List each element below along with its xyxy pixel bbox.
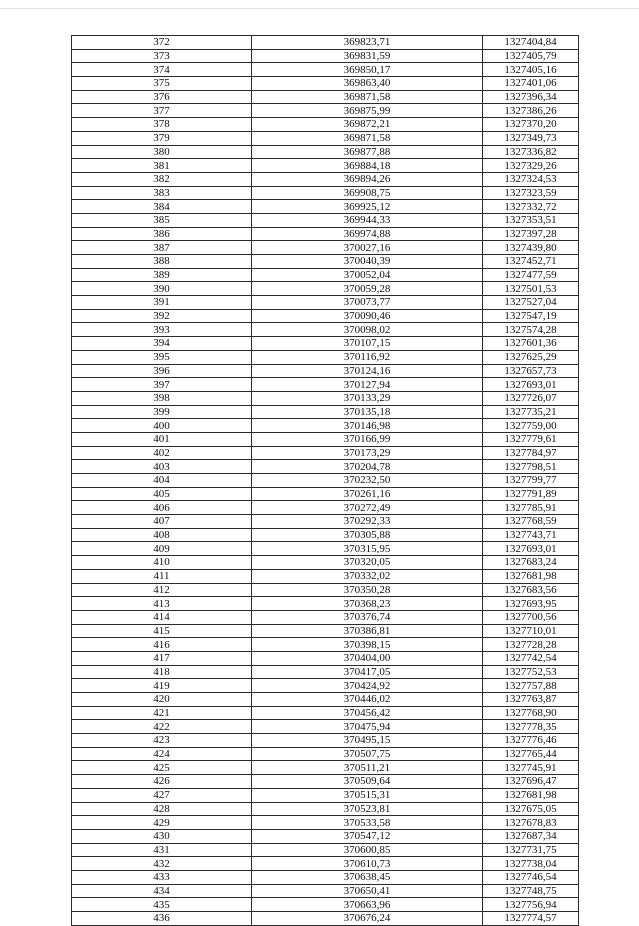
x-coordinate-cell: 369871,58 — [252, 131, 483, 145]
y-coordinate-cell: 1327574,28 — [483, 323, 579, 337]
point-number-cell: 400 — [72, 419, 252, 433]
coordinates-table — [71, 35, 579, 926]
point-number-cell: 384 — [72, 200, 252, 214]
table-row — [72, 405, 579, 419]
x-coordinate-cell: 370368,23 — [252, 597, 483, 611]
table-row — [72, 857, 579, 871]
y-coordinate-cell: 1327332,72 — [483, 200, 579, 214]
table-row — [72, 364, 579, 378]
x-coordinate-cell: 370456,42 — [252, 706, 483, 720]
y-coordinate-cell: 1327353,51 — [483, 213, 579, 227]
x-coordinate-cell: 370507,75 — [252, 747, 483, 761]
y-coordinate-cell: 1327746,54 — [483, 870, 579, 884]
y-coordinate-cell: 1327785,91 — [483, 501, 579, 515]
x-coordinate-cell: 369894,26 — [252, 172, 483, 186]
table-row — [72, 460, 579, 474]
table-row — [72, 145, 579, 159]
y-coordinate-cell: 1327757,88 — [483, 679, 579, 693]
point-number-cell: 405 — [72, 487, 252, 501]
point-number-cell: 425 — [72, 761, 252, 775]
table-row — [72, 542, 579, 556]
y-coordinate-cell: 1327401,06 — [483, 77, 579, 91]
point-number-cell: 404 — [72, 474, 252, 488]
x-coordinate-cell: 370133,29 — [252, 391, 483, 405]
x-coordinate-cell: 370511,21 — [252, 761, 483, 775]
table-row — [72, 255, 579, 269]
y-coordinate-cell: 1327397,28 — [483, 227, 579, 241]
table-row — [72, 501, 579, 515]
y-coordinate-cell: 1327752,53 — [483, 665, 579, 679]
table-row — [72, 200, 579, 214]
point-number-cell: 377 — [72, 104, 252, 118]
x-coordinate-cell: 370600,85 — [252, 843, 483, 857]
point-number-cell: 372 — [72, 36, 252, 50]
x-coordinate-cell: 370073,77 — [252, 296, 483, 310]
x-coordinate-cell: 370676,24 — [252, 912, 483, 926]
x-coordinate-cell: 370404,00 — [252, 651, 483, 665]
x-coordinate-cell: 370475,94 — [252, 720, 483, 734]
table-row — [72, 213, 579, 227]
y-coordinate-cell: 1327784,97 — [483, 446, 579, 460]
point-number-cell: 422 — [72, 720, 252, 734]
point-number-cell: 374 — [72, 63, 252, 77]
table-row — [72, 706, 579, 720]
x-coordinate-cell: 370650,41 — [252, 884, 483, 898]
y-coordinate-cell: 1327765,44 — [483, 747, 579, 761]
table-row — [72, 268, 579, 282]
x-coordinate-cell: 369974,88 — [252, 227, 483, 241]
table-row — [72, 761, 579, 775]
point-number-cell: 376 — [72, 90, 252, 104]
point-number-cell: 383 — [72, 186, 252, 200]
y-coordinate-cell: 1327731,75 — [483, 843, 579, 857]
table-row — [72, 870, 579, 884]
x-coordinate-cell: 370292,33 — [252, 515, 483, 529]
point-number-cell: 386 — [72, 227, 252, 241]
x-coordinate-cell: 370417,05 — [252, 665, 483, 679]
x-coordinate-cell: 369831,59 — [252, 49, 483, 63]
y-coordinate-cell: 1327728,28 — [483, 638, 579, 652]
point-number-cell: 380 — [72, 145, 252, 159]
point-number-cell: 402 — [72, 446, 252, 460]
table-row — [72, 775, 579, 789]
table-row — [72, 788, 579, 802]
y-coordinate-cell: 1327759,00 — [483, 419, 579, 433]
table-row — [72, 610, 579, 624]
x-coordinate-cell: 369823,71 — [252, 36, 483, 50]
x-coordinate-cell: 370040,39 — [252, 255, 483, 269]
x-coordinate-cell: 370059,28 — [252, 282, 483, 296]
point-number-cell: 412 — [72, 583, 252, 597]
point-number-cell: 416 — [72, 638, 252, 652]
table-row — [72, 186, 579, 200]
x-coordinate-cell: 369875,99 — [252, 104, 483, 118]
y-coordinate-cell: 1327756,94 — [483, 898, 579, 912]
x-coordinate-cell: 370261,16 — [252, 487, 483, 501]
x-coordinate-cell: 369850,17 — [252, 63, 483, 77]
y-coordinate-cell: 1327323,59 — [483, 186, 579, 200]
y-coordinate-cell: 1327774,57 — [483, 912, 579, 926]
table-row — [72, 487, 579, 501]
y-coordinate-cell: 1327776,46 — [483, 734, 579, 748]
y-coordinate-cell: 1327763,87 — [483, 693, 579, 707]
x-coordinate-cell: 370495,15 — [252, 734, 483, 748]
table-row — [72, 884, 579, 898]
point-number-cell: 423 — [72, 734, 252, 748]
point-number-cell: 381 — [72, 159, 252, 173]
y-coordinate-cell: 1327693,01 — [483, 542, 579, 556]
x-coordinate-cell: 370135,18 — [252, 405, 483, 419]
x-coordinate-cell: 369944,33 — [252, 213, 483, 227]
point-number-cell: 421 — [72, 706, 252, 720]
table-row — [72, 90, 579, 104]
table-row — [72, 227, 579, 241]
point-number-cell: 435 — [72, 898, 252, 912]
y-coordinate-cell: 1327710,01 — [483, 624, 579, 638]
x-coordinate-cell: 370146,98 — [252, 419, 483, 433]
y-coordinate-cell: 1327748,75 — [483, 884, 579, 898]
y-coordinate-cell: 1327477,59 — [483, 268, 579, 282]
table-row — [72, 638, 579, 652]
point-number-cell: 428 — [72, 802, 252, 816]
table-row — [72, 131, 579, 145]
x-coordinate-cell: 370166,99 — [252, 432, 483, 446]
point-number-cell: 431 — [72, 843, 252, 857]
x-coordinate-cell: 369871,58 — [252, 90, 483, 104]
y-coordinate-cell: 1327547,19 — [483, 309, 579, 323]
table-row — [72, 912, 579, 926]
coordinates-table-body — [72, 36, 579, 926]
y-coordinate-cell: 1327657,73 — [483, 364, 579, 378]
point-number-cell: 392 — [72, 309, 252, 323]
x-coordinate-cell: 370376,74 — [252, 610, 483, 624]
x-coordinate-cell: 370332,02 — [252, 569, 483, 583]
y-coordinate-cell: 1327625,29 — [483, 350, 579, 364]
y-coordinate-cell: 1327791,89 — [483, 487, 579, 501]
y-coordinate-cell: 1327527,04 — [483, 296, 579, 310]
point-number-cell: 389 — [72, 268, 252, 282]
y-coordinate-cell: 1327696,47 — [483, 775, 579, 789]
x-coordinate-cell: 370533,58 — [252, 816, 483, 830]
point-number-cell: 413 — [72, 597, 252, 611]
point-number-cell: 385 — [72, 213, 252, 227]
point-number-cell: 373 — [72, 49, 252, 63]
x-coordinate-cell: 369925,12 — [252, 200, 483, 214]
y-coordinate-cell: 1327738,04 — [483, 857, 579, 871]
x-coordinate-cell: 370232,50 — [252, 474, 483, 488]
table-row — [72, 36, 579, 50]
x-coordinate-cell: 369872,21 — [252, 118, 483, 132]
x-coordinate-cell: 370090,46 — [252, 309, 483, 323]
table-row — [72, 309, 579, 323]
x-coordinate-cell: 369877,88 — [252, 145, 483, 159]
table-row — [72, 597, 579, 611]
point-number-cell: 397 — [72, 378, 252, 392]
y-coordinate-cell: 1327396,34 — [483, 90, 579, 104]
x-coordinate-cell: 370116,92 — [252, 350, 483, 364]
point-number-cell: 436 — [72, 912, 252, 926]
x-coordinate-cell: 370098,02 — [252, 323, 483, 337]
point-number-cell: 415 — [72, 624, 252, 638]
table-row — [72, 446, 579, 460]
point-number-cell: 426 — [72, 775, 252, 789]
point-number-cell: 387 — [72, 241, 252, 255]
y-coordinate-cell: 1327404,84 — [483, 36, 579, 50]
y-coordinate-cell: 1327683,56 — [483, 583, 579, 597]
table-row — [72, 515, 579, 529]
y-coordinate-cell: 1327405,79 — [483, 49, 579, 63]
table-row — [72, 734, 579, 748]
table-row — [72, 337, 579, 351]
y-coordinate-cell: 1327329,26 — [483, 159, 579, 173]
point-number-cell: 409 — [72, 542, 252, 556]
table-row — [72, 49, 579, 63]
y-coordinate-cell: 1327439,80 — [483, 241, 579, 255]
point-number-cell: 414 — [72, 610, 252, 624]
y-coordinate-cell: 1327386,26 — [483, 104, 579, 118]
table-row — [72, 350, 579, 364]
point-number-cell: 394 — [72, 337, 252, 351]
point-number-cell: 401 — [72, 432, 252, 446]
y-coordinate-cell: 1327735,21 — [483, 405, 579, 419]
point-number-cell: 388 — [72, 255, 252, 269]
point-number-cell: 429 — [72, 816, 252, 830]
table-row — [72, 378, 579, 392]
point-number-cell: 378 — [72, 118, 252, 132]
table-row — [72, 679, 579, 693]
table-row — [72, 583, 579, 597]
y-coordinate-cell: 1327693,01 — [483, 378, 579, 392]
x-coordinate-cell: 370446,02 — [252, 693, 483, 707]
point-number-cell: 406 — [72, 501, 252, 515]
point-number-cell: 433 — [72, 870, 252, 884]
table-row — [72, 829, 579, 843]
x-coordinate-cell: 370547,12 — [252, 829, 483, 843]
y-coordinate-cell: 1327678,83 — [483, 816, 579, 830]
y-coordinate-cell: 1327349,73 — [483, 131, 579, 145]
x-coordinate-cell: 370663,96 — [252, 898, 483, 912]
table-row — [72, 528, 579, 542]
x-coordinate-cell: 370386,81 — [252, 624, 483, 638]
y-coordinate-cell: 1327700,56 — [483, 610, 579, 624]
table-row — [72, 665, 579, 679]
x-coordinate-cell: 370204,78 — [252, 460, 483, 474]
y-coordinate-cell: 1327370,20 — [483, 118, 579, 132]
table-row — [72, 172, 579, 186]
x-coordinate-cell: 370515,31 — [252, 788, 483, 802]
x-coordinate-cell: 370107,15 — [252, 337, 483, 351]
point-number-cell: 390 — [72, 282, 252, 296]
table-row — [72, 556, 579, 570]
table-row — [72, 159, 579, 173]
table-row — [72, 720, 579, 734]
y-coordinate-cell: 1327742,54 — [483, 651, 579, 665]
x-coordinate-cell: 370638,45 — [252, 870, 483, 884]
point-number-cell: 399 — [72, 405, 252, 419]
y-coordinate-cell: 1327675,05 — [483, 802, 579, 816]
y-coordinate-cell: 1327693,95 — [483, 597, 579, 611]
table-row — [72, 802, 579, 816]
y-coordinate-cell: 1327405,16 — [483, 63, 579, 77]
point-number-cell: 417 — [72, 651, 252, 665]
x-coordinate-cell: 370320,05 — [252, 556, 483, 570]
table-row — [72, 77, 579, 91]
point-number-cell: 398 — [72, 391, 252, 405]
y-coordinate-cell: 1327601,36 — [483, 337, 579, 351]
table-row — [72, 296, 579, 310]
table-row — [72, 419, 579, 433]
point-number-cell: 393 — [72, 323, 252, 337]
y-coordinate-cell: 1327324,53 — [483, 172, 579, 186]
point-number-cell: 430 — [72, 829, 252, 843]
point-number-cell: 403 — [72, 460, 252, 474]
point-number-cell: 382 — [72, 172, 252, 186]
x-coordinate-cell: 369908,75 — [252, 186, 483, 200]
x-coordinate-cell: 370305,88 — [252, 528, 483, 542]
table-row — [72, 624, 579, 638]
y-coordinate-cell: 1327452,71 — [483, 255, 579, 269]
page-top-rule — [0, 8, 639, 9]
point-number-cell: 427 — [72, 788, 252, 802]
x-coordinate-cell: 370350,28 — [252, 583, 483, 597]
point-number-cell: 408 — [72, 528, 252, 542]
point-number-cell: 379 — [72, 131, 252, 145]
y-coordinate-cell: 1327681,98 — [483, 788, 579, 802]
y-coordinate-cell: 1327779,61 — [483, 432, 579, 446]
x-coordinate-cell: 370610,73 — [252, 857, 483, 871]
table-row — [72, 63, 579, 77]
point-number-cell: 391 — [72, 296, 252, 310]
y-coordinate-cell: 1327687,34 — [483, 829, 579, 843]
point-number-cell: 434 — [72, 884, 252, 898]
table-row — [72, 693, 579, 707]
point-number-cell: 420 — [72, 693, 252, 707]
y-coordinate-cell: 1327778,35 — [483, 720, 579, 734]
table-row — [72, 241, 579, 255]
table-row — [72, 104, 579, 118]
x-coordinate-cell: 370272,49 — [252, 501, 483, 515]
x-coordinate-cell: 369863,40 — [252, 77, 483, 91]
y-coordinate-cell: 1327681,98 — [483, 569, 579, 583]
x-coordinate-cell: 370398,15 — [252, 638, 483, 652]
y-coordinate-cell: 1327726,07 — [483, 391, 579, 405]
table-row — [72, 118, 579, 132]
table-row — [72, 651, 579, 665]
table-row — [72, 432, 579, 446]
x-coordinate-cell: 370127,94 — [252, 378, 483, 392]
x-coordinate-cell: 370052,04 — [252, 268, 483, 282]
y-coordinate-cell: 1327683,24 — [483, 556, 579, 570]
y-coordinate-cell: 1327768,90 — [483, 706, 579, 720]
y-coordinate-cell: 1327799,77 — [483, 474, 579, 488]
point-number-cell: 375 — [72, 77, 252, 91]
y-coordinate-cell: 1327798,51 — [483, 460, 579, 474]
point-number-cell: 411 — [72, 569, 252, 583]
table-row — [72, 391, 579, 405]
y-coordinate-cell: 1327745,91 — [483, 761, 579, 775]
point-number-cell: 407 — [72, 515, 252, 529]
table-row — [72, 569, 579, 583]
x-coordinate-cell: 370173,29 — [252, 446, 483, 460]
y-coordinate-cell: 1327501,53 — [483, 282, 579, 296]
x-coordinate-cell: 370315,95 — [252, 542, 483, 556]
table-row — [72, 474, 579, 488]
y-coordinate-cell: 1327336,82 — [483, 145, 579, 159]
point-number-cell: 424 — [72, 747, 252, 761]
y-coordinate-cell: 1327768,59 — [483, 515, 579, 529]
table-row — [72, 323, 579, 337]
x-coordinate-cell: 370424,92 — [252, 679, 483, 693]
x-coordinate-cell: 370523,81 — [252, 802, 483, 816]
table-row — [72, 282, 579, 296]
table-row — [72, 816, 579, 830]
x-coordinate-cell: 370509,64 — [252, 775, 483, 789]
point-number-cell: 419 — [72, 679, 252, 693]
point-number-cell: 395 — [72, 350, 252, 364]
table-row — [72, 747, 579, 761]
y-coordinate-cell: 1327743,71 — [483, 528, 579, 542]
x-coordinate-cell: 370124,16 — [252, 364, 483, 378]
x-coordinate-cell: 369884,18 — [252, 159, 483, 173]
point-number-cell: 418 — [72, 665, 252, 679]
point-number-cell: 432 — [72, 857, 252, 871]
x-coordinate-cell: 370027,16 — [252, 241, 483, 255]
point-number-cell: 410 — [72, 556, 252, 570]
point-number-cell: 396 — [72, 364, 252, 378]
table-row — [72, 843, 579, 857]
